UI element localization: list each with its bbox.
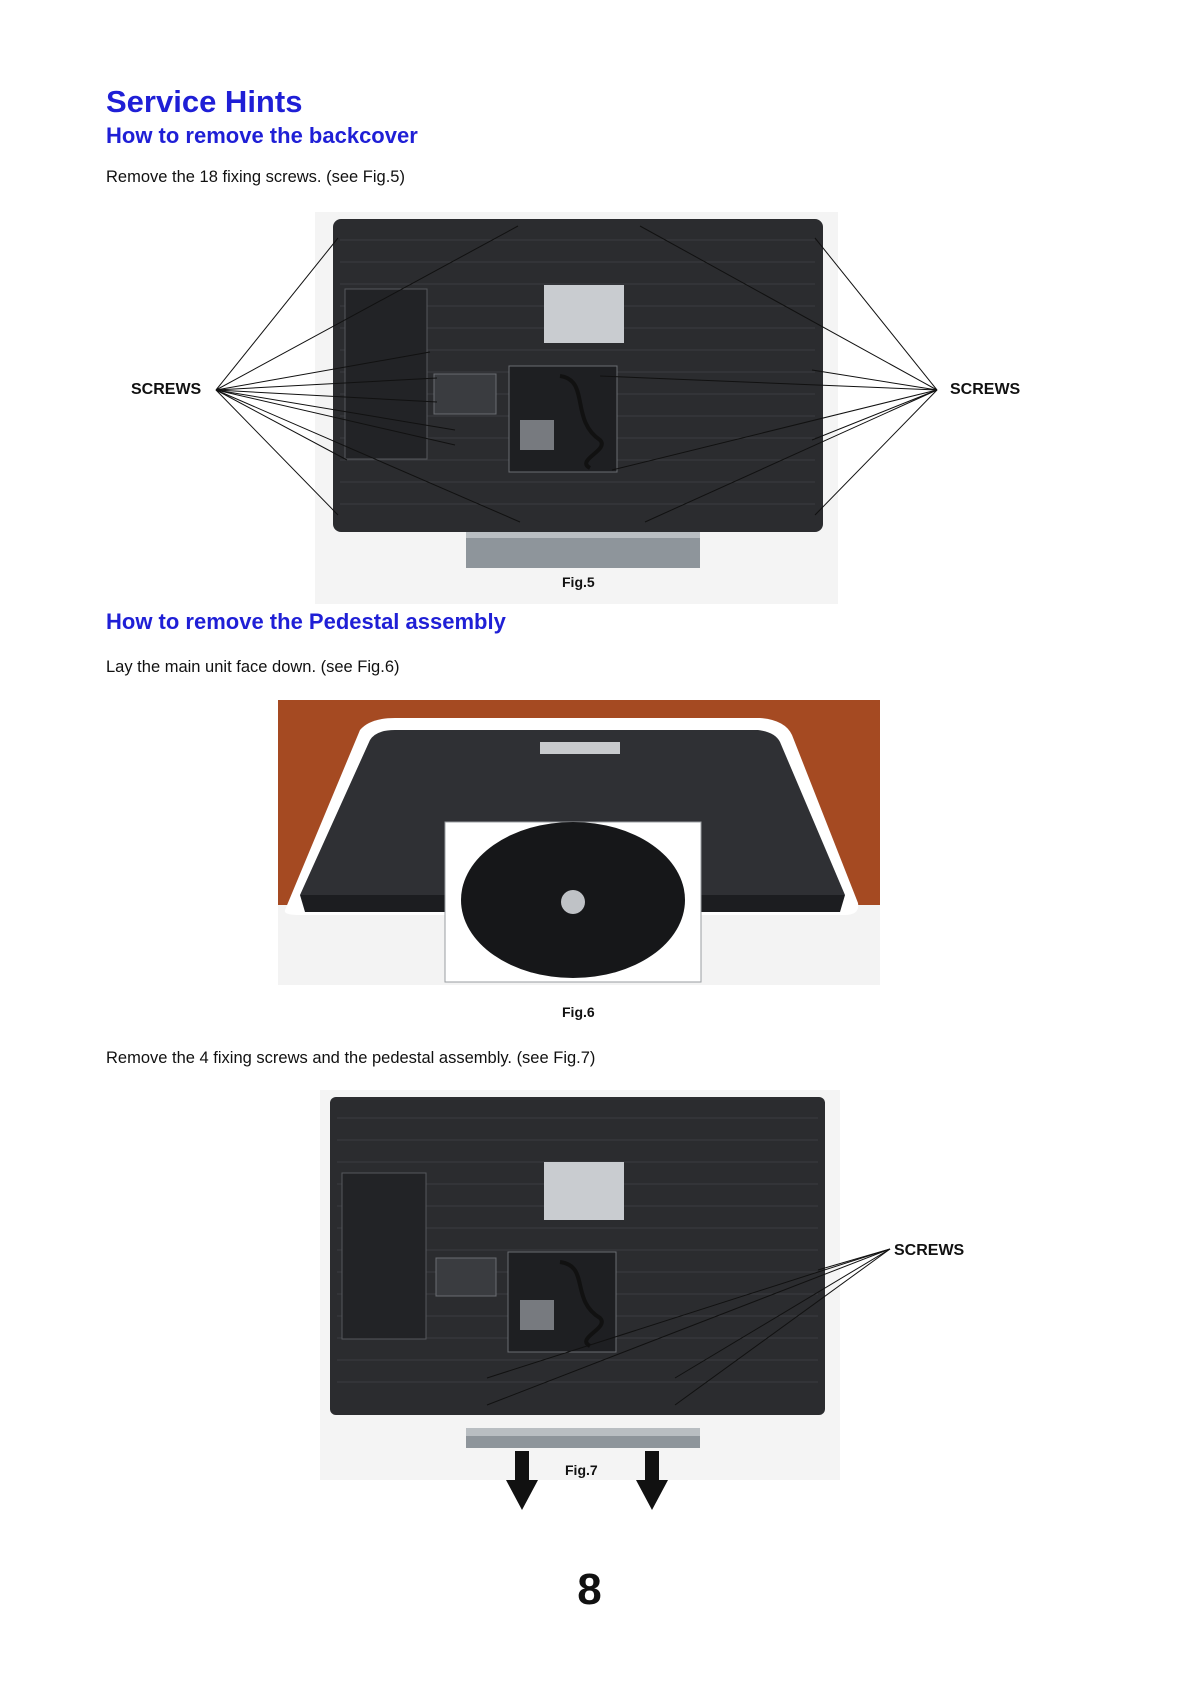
screws-label-fig7: SCREWS (894, 1242, 965, 1259)
page-title: Service Hints (106, 84, 303, 119)
screws-label-right: SCREWS (950, 381, 1021, 398)
figure-5-caption: Fig.5 (562, 574, 595, 590)
instruction-remove-pedestal: Remove the 4 fixing screws and the pedestal assembly. (see Fig.7) (106, 1049, 596, 1067)
section-heading-pedestal: How to remove the Pedestal assembly (106, 609, 506, 634)
instruction-backcover: Remove the 18 fixing screws. (see Fig.5) (106, 168, 405, 186)
figure-6-caption: Fig.6 (562, 1004, 595, 1020)
section-heading-backcover: How to remove the backcover (106, 123, 418, 148)
figure-7-caption: Fig.7 (565, 1462, 598, 1478)
page-number: 8 (577, 1565, 602, 1614)
instruction-face-down: Lay the main unit face down. (see Fig.6) (106, 658, 400, 676)
screws-label-left: SCREWS (131, 381, 202, 398)
